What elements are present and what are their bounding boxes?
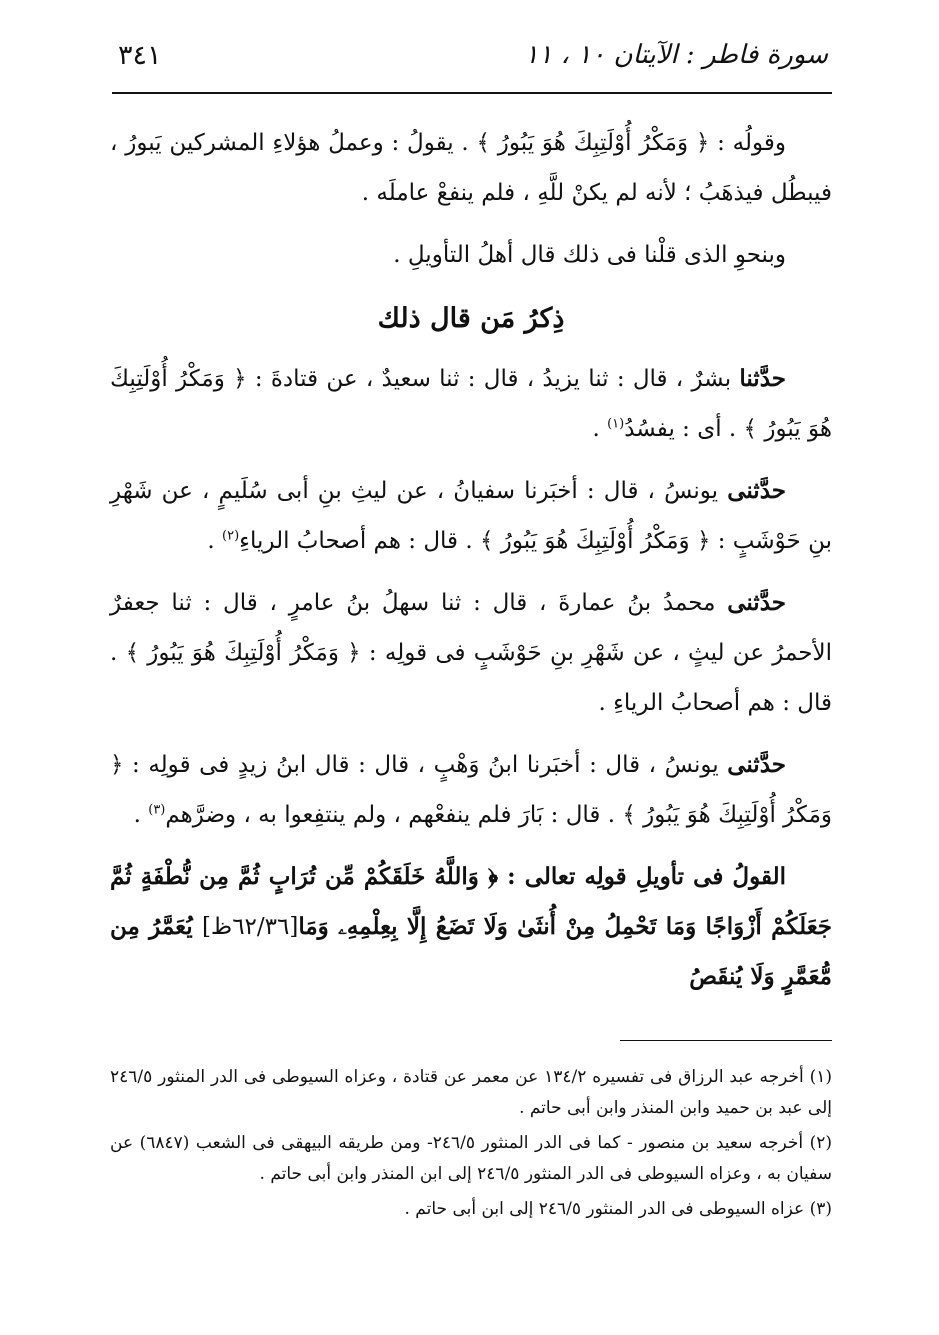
- text: .: [133, 802, 149, 828]
- text: محمدُ بنُ عمارةَ ، قال : ثنا سهلُ بنُ عامرٍ ، قال : ثنا جعفرٌ الأحمرُ عن ليثٍ ، عن شَهْرِ بنِ حَوْشَبٍ فى قولِه :: [110, 590, 832, 666]
- footnote-ref[interactable]: (٢): [222, 528, 240, 544]
- text: .: [207, 528, 223, 554]
- text: وقولُه :: [709, 130, 786, 156]
- paragraph-2: [110, 230, 832, 280]
- paragraph-7: [110, 852, 832, 1002]
- quran-quote: ﴿ وَمَكْرُ أُوْلَتِبِكَ هُوَ يَبُورُ ﴾: [476, 130, 710, 156]
- quran-quote: يُعَمَّرُ مِن مُّعَمَّرٍ وَلَا يُنقَصُ: [110, 913, 832, 990]
- text: . أى : يفسُدُ: [624, 416, 744, 442]
- quran-quote: ﴿ وَمَكْرُ أُوْلَتِبِكَ هُوَ يَبُورُ ﴾: [110, 366, 832, 442]
- quran-quote: ﴿ وَمَكْرُ أُوْلَتِبِكَ هُوَ يَبُورُ ﴾: [125, 640, 361, 666]
- manuscript-marker: [٦٢/٣٦ظ]: [201, 914, 299, 940]
- narration-lead: حدَّثنى: [727, 477, 786, 504]
- footnote-ref[interactable]: (٣): [148, 802, 166, 818]
- main-text: [110, 118, 832, 1012]
- quran-quote: ﴿ وَاللَّهُ خَلَقَكُمْ مِّن تُرَابٍ ثُمَّ مِن نُّطْفَةٍ ثُمَّ جَعَلَكُمْ أَزْوَاجًا وَمَا تَحْمِلُ مِنْ أُنثَىٰ وَلَا تَضَعُ إِلَّا بِعِلْمِهِۦ وَمَا: [110, 863, 833, 940]
- quran-quote: ﴿ وَمَكْرُ أُوْلَتِبِكَ هُوَ يَبُورُ ﴾: [110, 752, 832, 828]
- footnote-2: (٢) أخرجه سعيد بن منصور - كما فى الدر المنثور ٢٤٦/٥- ومن طريقه البيهقى فى الشعب (٦٨٤٧) عن سفيان به ، وعزاه السيوطى فى الدر المنثور ٢٤٦/٥ إلى ابن المنذر وابن أبى حاتم .: [110, 1133, 832, 1184]
- footnote-ref[interactable]: (١): [607, 416, 625, 432]
- text: . قال : هم أصحابُ الرياءِ: [239, 528, 480, 554]
- paragraph-5: [110, 578, 832, 728]
- header-title: سورة فاطر : الآيتان ١٠ ، ١١: [524, 40, 828, 70]
- running-header: [112, 34, 832, 94]
- quran-quote: ﴿ وَمَكْرُ أُوْلَتِبِكَ هُوَ يَبُورُ ﴾: [479, 528, 711, 554]
- text: . قال : بَارَ فلم ينفعْهم ، ولم ينتفِعوا به ، وضرَّهم: [165, 802, 623, 828]
- header-rule: [112, 92, 832, 94]
- narration-lead: حدَّثنا: [739, 365, 786, 392]
- text: . قال : هم أصحابُ الرياءِ .: [110, 640, 832, 716]
- footnote-3: (٣) عزاه السيوطى فى الدر المنثور ٢٤٦/٥ إلى ابن أبى حاتم .: [404, 1199, 832, 1219]
- text: بشرٌ ، قال : ثنا يزيدُ ، قال : ثنا سعيدٌ ، عن قتادةَ :: [246, 366, 740, 392]
- paragraph-4: [110, 466, 832, 566]
- paragraph-3: [110, 354, 832, 454]
- text: وبنحوِ الذى قلْنا فى ذلك قال أهلُ التأويلِ .: [393, 242, 786, 268]
- text: يونسُ ، قال : أخبَرنا سفيانُ ، عن ليثِ بنِ أبى سُلَيمٍ ، عن شَهْرِ بنِ حَوْشَبٍ :: [110, 478, 832, 554]
- footnote-1: (١) أخرجه عبد الرزاق فى تفسيره ١٣٤/٢ عن معمر عن قتادة ، وعزاه السيوطى فى الدر المنثور ٢٤٦/٥ إلى عبد بن حميد وابن المنذر وابن أبى حاتم .: [110, 1067, 832, 1118]
- paragraph-6: [110, 740, 832, 840]
- tafsir-heading: القولُ فى تأويلِ قولِه تعالى :: [498, 863, 787, 890]
- text: .: [592, 416, 608, 442]
- text: يونسُ ، قال : أخبَرنا ابنُ وَهْبٍ ، قال : قال ابنُ زيدٍ فى قولِه :: [123, 752, 728, 778]
- page-number: ٣٤١: [118, 40, 162, 71]
- footnotes: [110, 1062, 832, 1229]
- narration-lead: حدَّثنى: [727, 589, 786, 616]
- narration-lead: حدَّثنى: [727, 751, 786, 778]
- text: . يقولُ : وعملُ هؤلاءِ المشركين يَبورُ ، فيبطُل فيذهَبُ ؛ لأنه لم يكنْ للَّهِ ، فلم ينفعْ عاملَه .: [110, 130, 832, 206]
- section-heading: ذِكرُ مَن قال ذلك: [377, 303, 565, 334]
- footnote-rule: [620, 1040, 832, 1041]
- paragraph-1: [110, 118, 832, 218]
